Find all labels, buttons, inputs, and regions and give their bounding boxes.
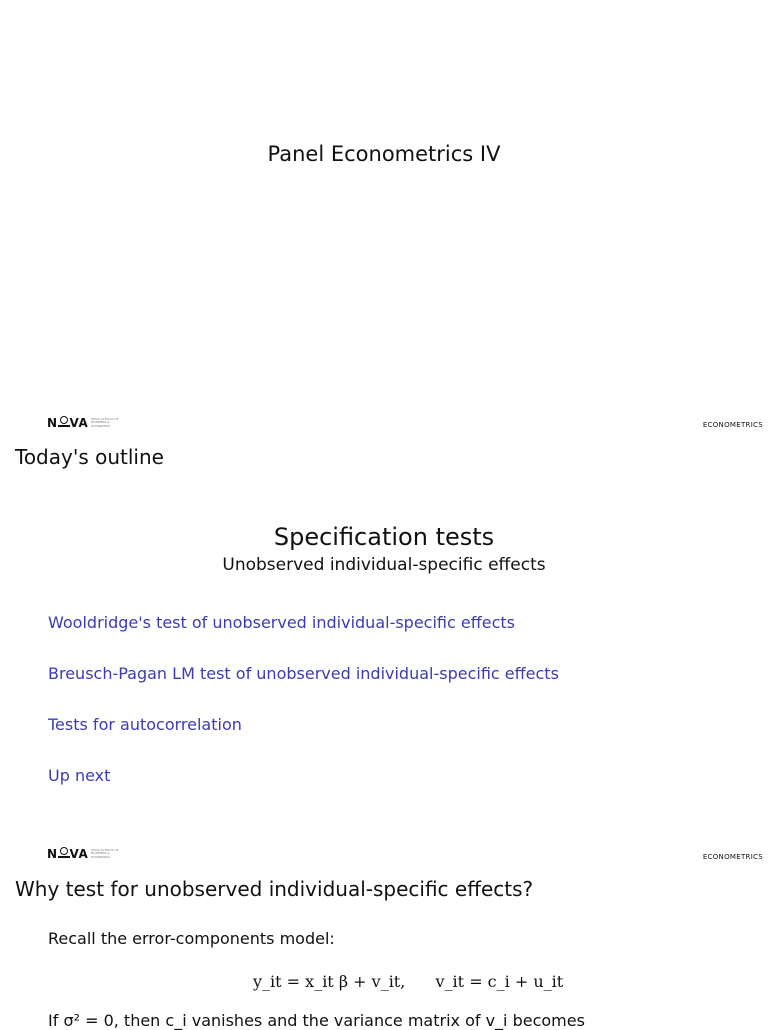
frame-title: Today's outline bbox=[15, 445, 164, 469]
toc-item-wooldridge-test[interactable]: Wooldridge's test of unobserved individual-specific effects bbox=[48, 613, 515, 632]
toc-item-breusch-pagan-test[interactable]: Breusch-Pagan LM test of unobserved individual-specific effects bbox=[48, 664, 559, 683]
recall-text: Recall the error-components model: bbox=[48, 929, 335, 948]
toc-item-up-next[interactable]: Up next bbox=[48, 766, 111, 785]
course-tag: ECONOMETRICS bbox=[702, 853, 763, 861]
nova-logo bbox=[47, 847, 127, 861]
nova-logo bbox=[47, 416, 127, 430]
section-subtitle: Unobserved individual-specific effects bbox=[222, 555, 546, 575]
equation-rhs: v_it = c_i + u_it bbox=[435, 972, 564, 991]
toc-item-autocorrelation-tests[interactable]: Tests for autocorrelation bbox=[48, 715, 242, 734]
logo-wordmark: N VA bbox=[47, 847, 89, 861]
logo-subtitle: NOVA SCHOOL OF BUSINESS & ECONOMICS bbox=[91, 416, 119, 428]
deck-title: Panel Econometrics IV bbox=[267, 142, 501, 166]
logo-subtitle: NOVA SCHOOL OF BUSINESS & ECONOMICS bbox=[91, 847, 119, 859]
error-components-equation bbox=[253, 972, 563, 991]
continued-text: If σ² = 0, then c_i vanishes and the variance matrix of v_i becomes bbox=[48, 1011, 585, 1030]
logo-wordmark: N VA bbox=[47, 416, 89, 430]
title-slide bbox=[0, 0, 768, 410]
equation-lhs: y_it = x_it β + v_it, bbox=[253, 972, 406, 991]
why-test-slide bbox=[0, 840, 768, 1030]
outline-slide bbox=[0, 410, 768, 840]
frame-title: Why test for unobserved individual-specific effects? bbox=[15, 877, 534, 901]
section-title: Specification tests bbox=[273, 523, 495, 551]
course-tag: ECONOMETRICS bbox=[702, 421, 763, 429]
